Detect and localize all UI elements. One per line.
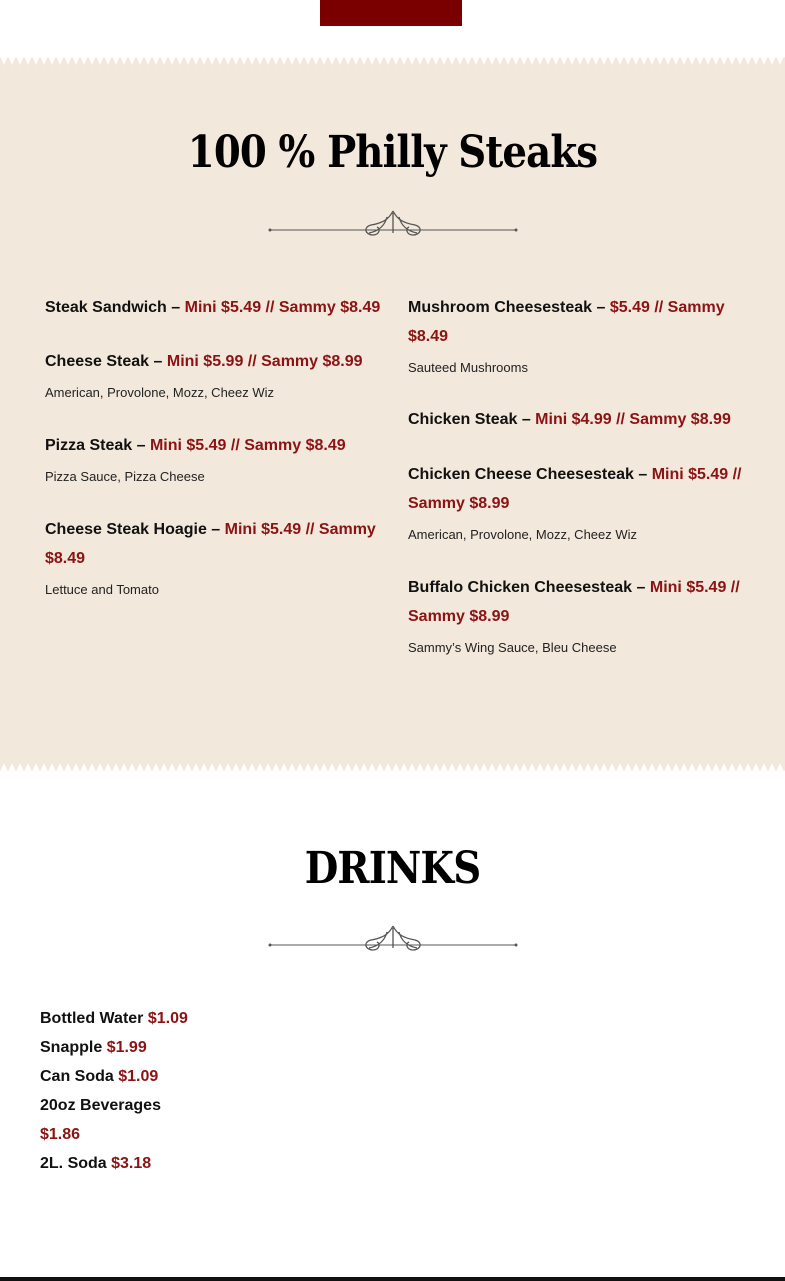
drink-item-bottled-water: Bottled Water $1.09: [40, 1010, 188, 1027]
item-price: Mini $5.49 // Sammy $8.99: [408, 466, 742, 512]
menu-item-steak-sandwich: Steak Sandwich – Mini $5.49 // Sammy $8.49: [45, 299, 381, 316]
drink-price: $1.86: [40, 1126, 81, 1143]
drink-item-can-soda: Can Soda $1.09: [40, 1068, 159, 1085]
flourish-divider-icon: [267, 207, 519, 239]
section-title-steaks: 100 % Philly Steaks: [187, 127, 598, 178]
item-description: Lettuce and Tomato: [45, 582, 159, 597]
drink-item-20oz-beverages: 20oz Beverages $1.86: [40, 1097, 161, 1143]
item-price: Mini $5.49 // Sammy $8.49: [149, 437, 346, 454]
drink-price: $1.09: [147, 1010, 188, 1027]
item-price: $5.49 // Sammy $8.49: [408, 299, 725, 345]
drink-item-2l-soda: 2L. Soda $3.18: [40, 1155, 152, 1172]
drink-price: $3.18: [111, 1155, 152, 1172]
item-description: Pizza Sauce, Pizza Cheese: [45, 469, 205, 484]
zigzag-top-edge: [0, 56, 785, 66]
item-price: Mini $5.99 // Sammy $8.99: [166, 353, 363, 370]
item-price: Mini $4.99 // Sammy $8.99: [535, 411, 731, 428]
item-price: Mini $5.49 // Sammy $8.49: [45, 521, 376, 567]
menu-item-chicken-cheese-cheesesteak: Chicken Cheese Cheesesteak – Mini $5.49 // Sammy $8.99 American, Provolone, Mozz, Cheez Wiz: [408, 460, 748, 544]
footer-divider: [0, 1277, 785, 1281]
drink-price: $1.09: [118, 1068, 159, 1085]
menu-item-buffalo-chicken-cheesesteak: Buffalo Chicken Cheesesteak – Mini $5.49 // Sammy $8.99 Sammy’s Wing Sauce, Bleu Cheese: [408, 573, 748, 657]
menu-item-mushroom-cheesesteak: Mushroom Cheesesteak – $5.49 // Sammy $8.49 Sauteed Mushrooms: [408, 293, 748, 377]
item-description: American, Provolone, Mozz, Cheez Wiz: [45, 385, 275, 400]
menu-item-cheese-steak: Cheese Steak – Mini $5.99 // Sammy $8.99 American, Provolone, Mozz, Cheez Wiz: [45, 347, 385, 402]
header-tab[interactable]: [320, 0, 462, 26]
drink-price: $1.99: [106, 1039, 147, 1056]
zigzag-bottom-edge: [0, 762, 785, 772]
section-title-drinks: DRINKS: [304, 843, 481, 894]
menu-item-pizza-steak: Pizza Steak – Mini $5.49 // Sammy $8.49 Pizza Sauce, Pizza Cheese: [45, 431, 385, 486]
item-price: Mini $5.49 // Sammy $8.49: [184, 299, 381, 316]
menu-item-chicken-steak: Chicken Steak – Mini $4.99 // Sammy $8.99: [408, 411, 731, 428]
item-price: Mini $5.49 // Sammy $8.99: [408, 579, 740, 625]
flourish-divider-icon: [267, 922, 519, 954]
item-description: Sammy’s Wing Sauce, Bleu Cheese: [408, 640, 617, 655]
item-description: Sauteed Mushrooms: [408, 360, 528, 375]
philly-steaks-section: [0, 57, 785, 771]
item-description: American, Provolone, Mozz, Cheez Wiz: [408, 527, 638, 542]
drink-item-snapple: Snapple $1.99: [40, 1039, 147, 1056]
menu-item-cheese-steak-hoagie: Cheese Steak Hoagie – Mini $5.49 // Sammy $8.49 Lettuce and Tomato: [45, 515, 385, 599]
